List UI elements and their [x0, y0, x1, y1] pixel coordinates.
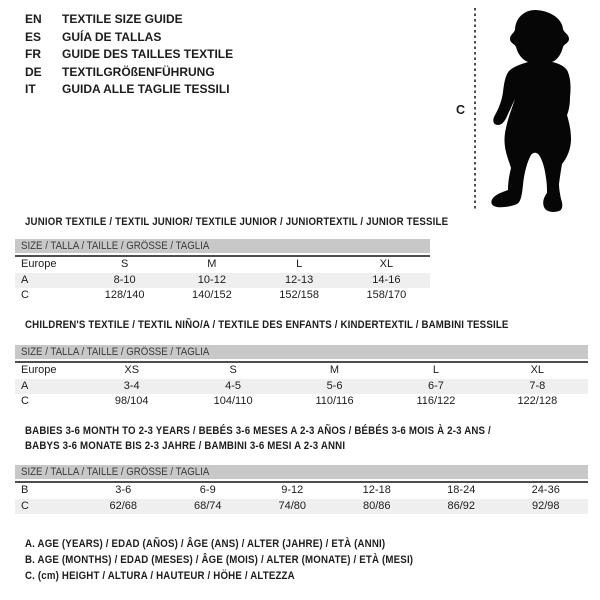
table-row-height [15, 288, 430, 304]
section-title-text: CHILDREN'S TEXTILE / TEXTIL NIÑO/A / TEXTILE DES ENFANTS / KINDERTEXTIL / BAMBINI TESSILE [25, 319, 509, 331]
table-row-age-months [15, 483, 588, 499]
section-title-text: BABIES 3-6 MONTH TO 2-3 YEARS / BEBÉS 3-6 MESES A 2-3 AÑOS / BÉBÉS 3-6 MOIS À 2-3 ANS / [25, 425, 491, 437]
table-row-age [15, 379, 588, 395]
language-title: TEXTILE SIZE GUIDE [62, 12, 183, 26]
size-cell: 6-7 [427, 379, 444, 392]
language-row [25, 81, 233, 99]
size-cell: 18-24 [447, 484, 476, 496]
table-row-europe [15, 257, 430, 273]
size-cell: 80/86 [362, 499, 391, 512]
section-title-junior [25, 215, 506, 230]
size-cell: 6-9 [199, 484, 216, 496]
language-code: FR [25, 47, 41, 62]
size-cell: 86/92 [447, 499, 476, 512]
language-row [25, 46, 233, 64]
size-cell: 152/158 [279, 289, 319, 301]
row-label: A [21, 379, 29, 392]
legend-line-b [25, 553, 466, 568]
table-body [15, 361, 588, 410]
language-title: GUÍA DE TALLAS [62, 29, 162, 44]
row-label: Europe [21, 258, 57, 270]
size-cell: 14-16 [372, 273, 401, 286]
babies-size-table [15, 465, 588, 514]
size-header-bar [15, 465, 588, 479]
row-label: C [21, 289, 29, 301]
language-code: IT [25, 82, 36, 97]
row-label: A [21, 273, 29, 286]
row-label: C [21, 499, 29, 512]
size-cell: 128/140 [104, 289, 145, 301]
size-cell: 12-13 [285, 273, 314, 286]
size-cell: 122/128 [517, 395, 558, 407]
table-row-age [15, 273, 430, 289]
language-title: TEXTILGRÖßENFÜHRUNG [62, 64, 215, 79]
section-title-babies-line2 [25, 439, 389, 454]
table-row-height [15, 499, 588, 515]
table-body [15, 481, 588, 514]
junior-size-table [15, 239, 430, 304]
size-cell: S [120, 258, 129, 270]
size-cell: XL [379, 258, 394, 270]
language-title-block [25, 11, 233, 99]
size-cell: 140/152 [191, 289, 232, 301]
section-title-text: JUNIOR TEXTILE / TEXTIL JUNIOR/ TEXTILE JUNIOR / JUNIORTEXTIL / JUNIOR TESSILE [25, 216, 449, 228]
section-title-babies-line1 [25, 424, 554, 439]
size-cell: 3-4 [123, 379, 140, 392]
size-cell: 68/74 [193, 499, 222, 512]
size-header-label: SIZE / TALLA / TAILLE / GRÖSSE / TAGLIA [21, 466, 210, 478]
legend-line-c [25, 569, 332, 584]
size-cell: 104/110 [213, 395, 253, 407]
table-row-europe [15, 363, 588, 379]
language-row [25, 29, 233, 47]
row-label: C [21, 395, 29, 407]
size-cell: XL [530, 364, 545, 376]
size-cell: 10-12 [197, 273, 226, 286]
size-cell: 12-18 [362, 484, 391, 496]
legend-line-a [25, 537, 434, 552]
size-cell: M [207, 258, 217, 270]
size-cell: 98/104 [114, 395, 149, 407]
section-title-children [25, 318, 574, 333]
size-cell: 5-6 [326, 379, 343, 392]
language-row [25, 11, 233, 29]
table-row-height [15, 394, 588, 410]
section-title-text: BABYS 3-6 MONATE BIS 2-3 JAHRE / BAMBINI 3-6 MESI A 2-3 ANNI [25, 440, 346, 452]
size-cell: XS [124, 364, 140, 376]
language-title: GUIDA ALLE TAGLIE TESSILI [62, 82, 230, 97]
height-measure-label: C [456, 103, 466, 117]
size-cell: 110/116 [315, 395, 354, 407]
size-cell: M [329, 364, 340, 376]
language-code: EN [25, 12, 42, 26]
size-header-bar [15, 345, 588, 359]
legend-text: A. AGE (YEARS) / EDAD (AÑOS) / ÂGE (ANS) / ALTER (JAHRE) / ETÀ (ANNI) [25, 538, 386, 550]
size-header-bar [15, 239, 430, 253]
size-cell: 92/98 [531, 499, 560, 512]
legend-text: C. (cm) HEIGHT / ALTURA / HAUTEUR / HÖHE / ALTEZZA [25, 570, 295, 582]
baby-silhouette-icon [486, 6, 580, 216]
row-label: B [21, 484, 29, 496]
size-header-label: SIZE / TALLA / TAILLE / GRÖSSE / TAGLIA [21, 346, 210, 358]
size-cell: L [432, 364, 439, 376]
size-cell: 62/68 [109, 499, 138, 512]
size-cell: S [229, 364, 237, 376]
size-cell: 8-10 [113, 273, 136, 286]
size-cell: 158/170 [366, 289, 407, 301]
language-code: DE [25, 64, 42, 79]
language-row [25, 64, 233, 82]
size-header-label: SIZE / TALLA / TAILLE / GRÖSSE / TAGLIA [21, 240, 210, 252]
size-cell: 3-6 [115, 484, 132, 496]
row-label: Europe [21, 364, 57, 376]
size-cell: 74/80 [278, 499, 307, 512]
language-title: GUIDE DES TAILLES TEXTILE [62, 47, 234, 62]
size-cell: 9-12 [281, 484, 304, 496]
size-cell: 4-5 [225, 379, 242, 392]
size-cell: 116/122 [416, 395, 456, 407]
size-cell: 7-8 [529, 379, 546, 392]
height-measure-line [474, 8, 476, 211]
size-cell: L [296, 258, 303, 270]
table-body [15, 255, 430, 304]
children-size-table [15, 345, 588, 410]
size-cell: 24-36 [531, 484, 560, 496]
language-code: ES [25, 29, 42, 44]
legend-text: B. AGE (MONTHS) / EDAD (MESES) / ÂGE (MOIS) / ALTER (MONATE) / ETÀ (MESI) [25, 554, 414, 566]
